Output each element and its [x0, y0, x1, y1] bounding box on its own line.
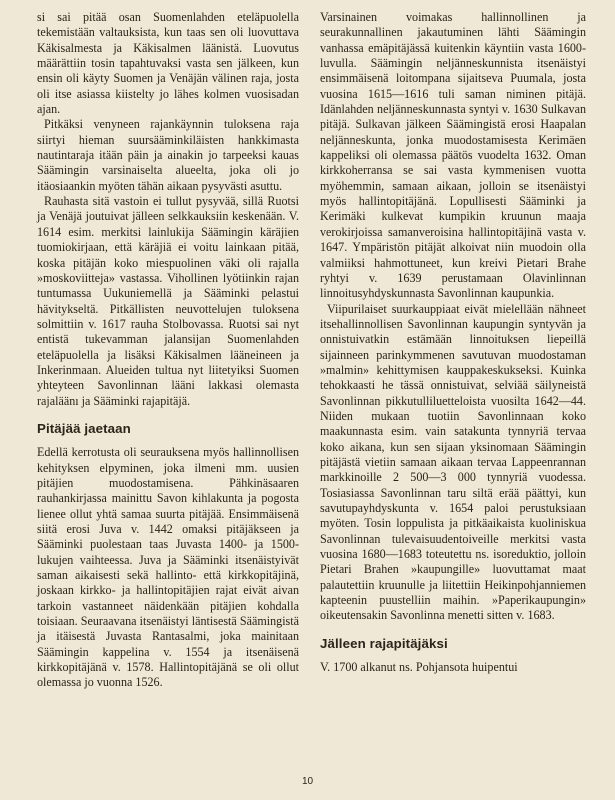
paragraph: si sai pitää osan Suomenlahden eteläpuolella tekemistään valtauksista, kun taas sen oli luovuttava Käkisalmesta ja Käkisalmen läänistä. Luovutus määrättiin tosin tapahtuvaksi vasta sen jälkeen, kun ensin oli käyty Suomen ja Venäjän välinen raja, josta oli itse asiassa kiistelty jo lähes kolmen vuosisadan ajan. — [37, 10, 299, 117]
section-heading: Pitäjää jaetaan — [37, 420, 131, 436]
paragraph: V. 1700 alkanut ns. Pohjansota huipentui — [320, 660, 518, 675]
section-heading: Jälleen rajapitäjäksi — [320, 635, 448, 651]
paragraph: Pitkäksi venyneen rajankäynnin tuloksena raja siirtyi hieman suursääminkiläisten hankkimasta nautintaraja itään päin ja ainakin jo tarpeeksi kauas Säämingin varsinaiselta alueelta, joka oli jo itäosiaankin myöten tähän aikaan pysyvästi asuttu. — [37, 117, 299, 193]
page-number: 10 — [301, 776, 314, 787]
paragraph: Varsinainen voimakas hallinnollinen ja seurakunnallinen jakautuminen lähti Säämingin vanhassa emäpitäjässä kuitenkin käyntiin vasta 1600-luvulla. Säämingin neljänneskunnista itsenäistyi ensimmäisenä loitompana sijaitseva Puumala, josta vuosina 1615—1616 tuli saman niminen pitäjä. Idänlahden neljänneskunnasta syntyi v. 1630 Sulkavan pitäjä. Sulkavan jälkeen Säämingistä erosi Haapalan neljänneskunta, jonka muodostamisesta Kerimäen kappeliksi oli olemassa päätös vuodelta 1632. Oman kirkkoherransa se sai vasta kymmenisen vuotta myöhemmin, samaan aikaan, jolloin se itsenäistyi myös hallintopitäjänä. Lopullisesti Sääminki ja Kerimäki kulkevat kumpikin kruunun maaja verokirjoissa samanveroisina hallintopitäjinä vasta v. 1647. Ympäristön pitäjät alkoivat niin muodoin olla valmiiksi hahmottuneet, kun kreivi Pietari Brahe ryhtyi v. 1639 perustamaan Olavinlinnan linnoitusyhdyskunnasta Savonlinnan kaupunkia. — [320, 10, 586, 301]
paragraph: Viipurilaiset suurkauppiaat eivät mielellään nähneet itsehallinnollisen Savonlinnan kaupungin syntyvän ja onnistuivatkin estämään linnoituksen liepeillä sijainneen parinkymmenen savutuvan muodostaman »malmin» kehittymisen kauppakeskukseksi. Kuinka tehokkaasti he tässä onnistuivat, selviää säilyneistä Savonlinnan pikkutulliluetteloista vuosilta 1642—44. Niiden mukaan tuotiin Savonlinnaan koko maakunnasta esim. vain satakunta tynnyriä tervaa koko aikana, kun sen sijaan yksinomaan Säämingin pitäjästä vietiin samaan aikaan tervaa Lappeenrannan markkinoille 2 500—3 000 tynnyriä vuodessa. Tosiasiassa Savonlinnan taru siltä erää päättyi, kun savutupayhdyskunta v. 1654 paloi perustuksiaan myöten. Tosin loppulista ja pitkäaikaista kuoliniskua Savonlinnan tulevaisuudentoiveille merkitsi vasta vuosina 1680—1683 toteutettu ns. isoreduktio, jolloin Pietari Brahen »kaupungille» luovuttamat maat palautettiin kruunulle ja liitettiin Heikinpohjanniemen kapteenin puustelliin maihin. »Paperikaupungin» oikeutensakin Savonlinna menetti sitten v. 1683. — [320, 301, 586, 623]
right-column — [320, 10, 586, 675]
paragraph: Edellä kerrotusta oli seurauksena myös hallinnollisen kehityksen elpyminen, joka ilmeni mm. uusien pitäjien muodostamisena. Pähkinäsaaren rauhankirjassa mainittu Savon kihlakunta ja pogosta lienee ollut yhtä samaa suurta pitäjää. Ensimmäisenä siitä erosi Juva v. 1442 omaksi pitäjäkseen ja Sääminki puolestaan taas Juvasta 1400- ja 1500-lukujen vaihteessa. Juva ja Sääminki itsenäistyivät saman aikaisesti sekä hallinto- että kirkkopitäjinä, joskaan kirkko- ja hallintopitäjien rajat eivät aivan tarkoin vastanneet näidenkään pitäjien kohdalla toisiaan. Seuraavana itsenäistyi läntisestä Säämingistä ja itäisestä Juvasta Rantasalmi, joka mainitaan Säämingin kappelina v. 1554 ja itsenäisenä kirkkopitäjänä v. 1578. Hallintopitäjänä se oli ollut olemassa jo vuonna 1526. — [37, 445, 299, 690]
left-column — [37, 10, 299, 691]
paragraph: Rauhasta sitä vastoin ei tullut pysyvää, sillä Ruotsi ja Venäjä joutuivat jälleen selkkauksiin keskenään. V. 1614 esim. merkitsi lainlukija Säämingin käräjien tuomiokirjaan, että käräjiä ei voitu lainkaan pitää, koska pitäjän koko miespuolinen väki oli rajalla »moskoviitteja» vastassa. Vihollinen lyötiinkin rajan tuntumassa Uukuniemellä ja Sääminki pelastui hävitykseltä. Pitkällisten neuvottelujen tuloksena solmittiin v. 1617 rauha Stolbovassa. Ruotsi sai nyt entistä tukevamman jalansijan Suomenlahden eteläpuolella ja lisäksi Käkisalmen lääneineen ja Inkerinmaan. Alueiden tultua nyt liitetyiksi Suomen yhteyteen Savonlinnan lääni lakkasi olemasta rajaläänı ja Sääminki rajapitäjä. — [37, 194, 299, 408]
